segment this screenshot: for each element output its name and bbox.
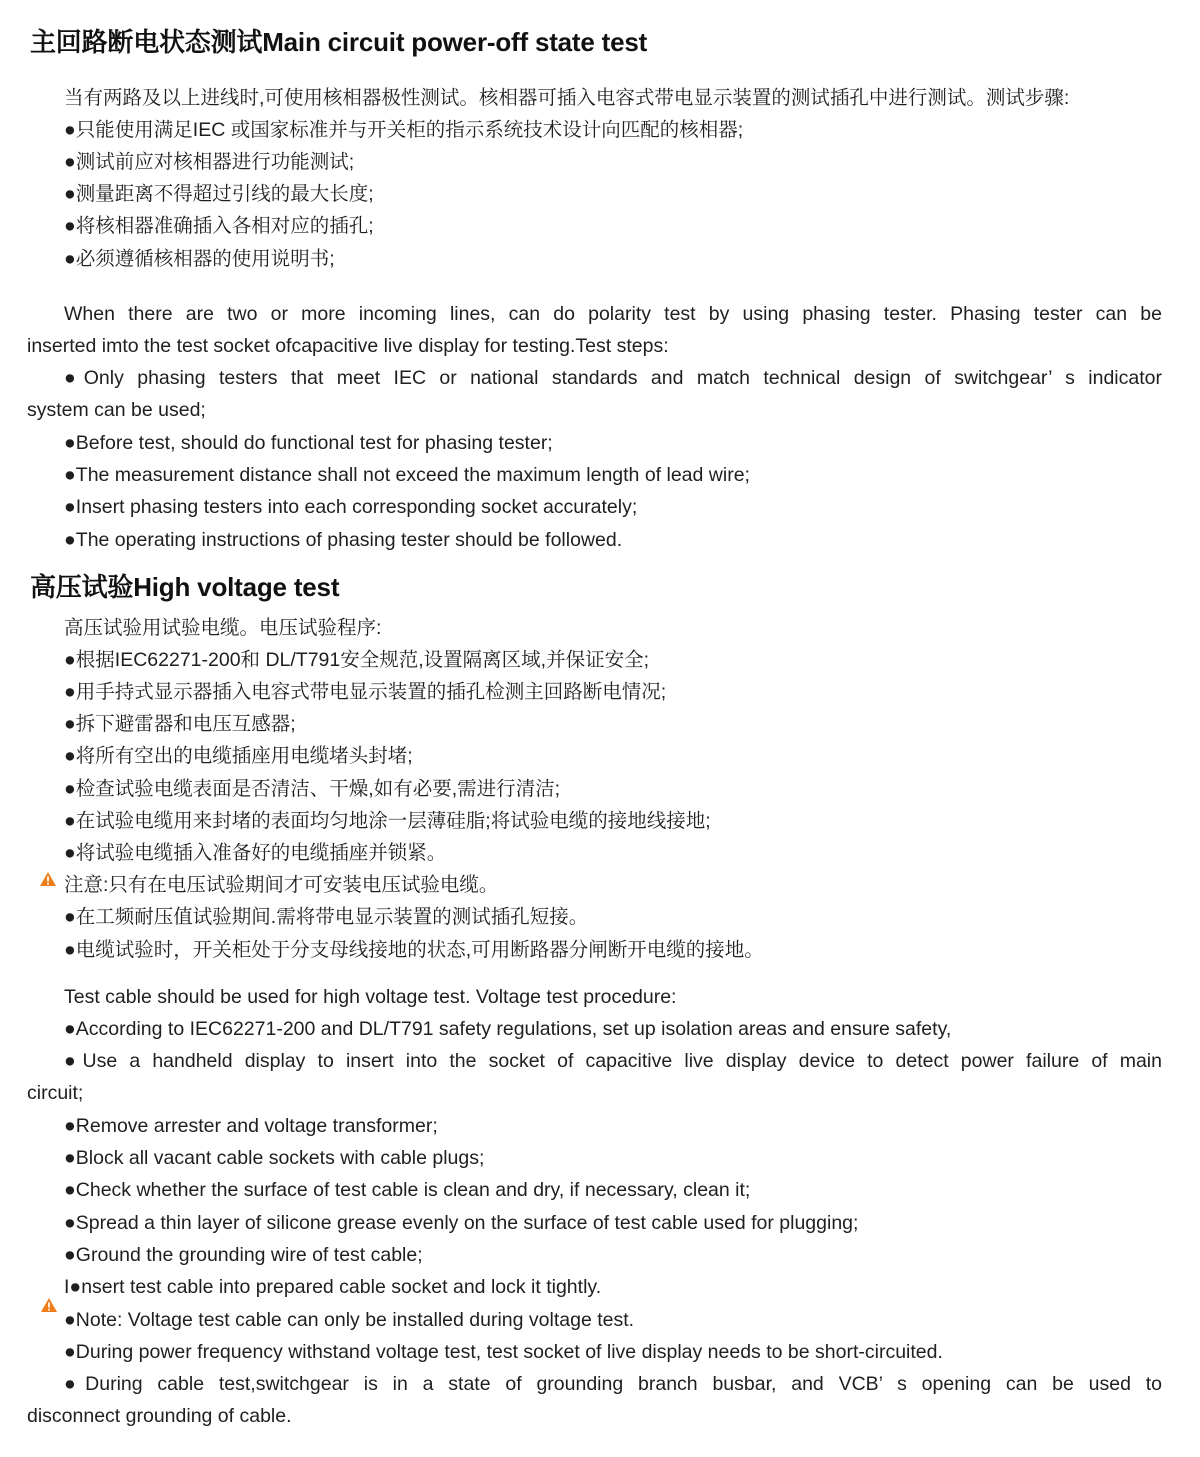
section-title-high-voltage: 高压试验High voltage test	[30, 572, 340, 602]
cn-list-item: ●电缆试验时，开关柜处于分支母线接地的状态,可用断路器分闸断开电缆的接地。	[64, 939, 764, 961]
cn-note: 注意:只有在电压试验期间才可安装电压试验电缆。	[64, 874, 499, 896]
en-list-item: ●According to IEC62271-200 and DL/T791 safety regulations, set up isolation areas and ensure safety,	[64, 1018, 952, 1040]
cn-list-item: ●在试验电缆用来封堵的表面均匀地涂一层薄硅脂;将试验电缆的接地线接地;	[64, 810, 711, 832]
warning-triangle-icon	[40, 872, 56, 886]
cn-list-item: ●只能使用满足IEC 或国家标准并与开关柜的指示系统技术设计向匹配的核相器;	[64, 119, 744, 141]
en-intro: Test cable should be used for high voltage test. Voltage test procedure:	[64, 986, 677, 1008]
cn-list-item: ●将所有空出的电缆插座用电缆堵头封堵;	[64, 745, 413, 767]
cn-list-item: ●用手持式显示器插入电容式带电显示装置的插孔检测主回路断电情况;	[64, 681, 667, 703]
en-list-item: ●During power frequency withstand voltage test, test socket of live display needs to be short-circuited.	[64, 1341, 943, 1363]
en-list-item: I●nsert test cable into prepared cable socket and lock it tightly.	[64, 1276, 602, 1298]
en-list-item: ●Use a handheld display to insert into the socket of capacitive live display device to detect power failure of main	[64, 1050, 1162, 1072]
cn-list-item: ●测量距离不得超过引线的最大长度;	[64, 183, 374, 205]
en-list-item: ●Check whether the surface of test cable is clean and dry, if necessary, clean it;	[64, 1179, 751, 1201]
warning-triangle-icon	[41, 1298, 57, 1312]
cn-list-item: ●检查试验电缆表面是否清洁、干燥,如有必要,需进行清洁;	[64, 778, 561, 800]
en-list-item: ●The measurement distance shall not exceed the maximum length of lead wire;	[64, 464, 750, 486]
en-list-item-continuation: disconnect grounding of cable.	[27, 1405, 292, 1427]
en-list-item: ●Before test, should do functional test for phasing tester;	[64, 432, 553, 454]
en-note: ●Note: Voltage test cable can only be installed during voltage test.	[64, 1309, 635, 1331]
cn-list-item: ●根据IEC62271-200和 DL/T791安全规范,设置隔离区域,并保证安全;	[64, 649, 650, 671]
en-intro-line: inserted imto the test socket ofcapacitive live display for testing.Test steps:	[27, 335, 669, 357]
en-list-item: ●Block all vacant cable sockets with cable plugs;	[64, 1147, 485, 1169]
en-list-item: ●Only phasing testers that meet IEC or national standards and match technical design of switchgear’ s indicator	[64, 367, 1162, 389]
en-list-item: ●During cable test,switchgear is in a state of grounding branch busbar, and VCB’ s opening can be used to	[64, 1373, 1162, 1395]
en-list-item-continuation: system can be used;	[27, 399, 206, 421]
cn-intro: 当有两路及以上进线时,可使用核相器极性测试。核相器可插入电容式带电显示装置的测试插孔中进行测试。测试步骤:	[64, 87, 1070, 109]
cn-list-item: ●在工频耐压值试验期间.需将带电显示装置的测试插孔短接。	[64, 906, 589, 928]
en-list-item: ●Remove arrester and voltage transformer;	[64, 1115, 438, 1137]
en-list-item: ●Insert phasing testers into each corresponding socket accurately;	[64, 496, 638, 518]
en-list-item: ●The operating instructions of phasing tester should be followed.	[64, 529, 623, 551]
cn-list-item: ●拆下避雷器和电压互感器;	[64, 713, 296, 735]
section-title-main-circuit: 主回路断电状态测试Main circuit power-off state test	[30, 27, 648, 57]
cn-intro: 高压试验用试验电缆。电压试验程序:	[64, 617, 382, 639]
en-intro-line: When there are two or more incoming lines, can do polarity test by using phasing tester. Phasing tester can be	[64, 303, 1162, 325]
cn-list-item: ●将核相器准确插入各相对应的插孔;	[64, 215, 374, 237]
cn-list-item: ●必须遵循核相器的使用说明书;	[64, 248, 335, 270]
cn-list-item: ●将试验电缆插入准备好的电缆插座并锁紧。	[64, 842, 447, 864]
cn-list-item: ●测试前应对核相器进行功能测试;	[64, 151, 355, 173]
en-list-item: ●Spread a thin layer of silicone grease evenly on the surface of test cable used for plugging;	[64, 1212, 859, 1234]
en-list-item-continuation: circuit;	[27, 1082, 84, 1104]
en-list-item: ●Ground the grounding wire of test cable;	[64, 1244, 423, 1266]
